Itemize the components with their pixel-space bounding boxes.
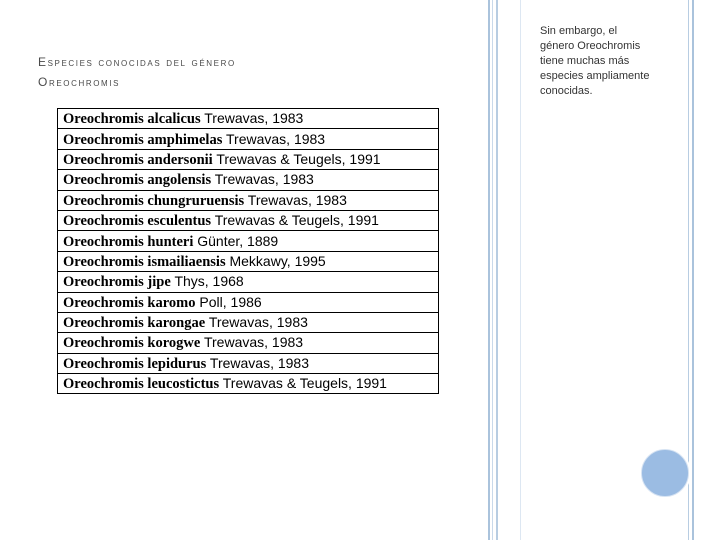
species-name: Oreochromis jipe [63,274,171,291]
decorative-stripe [692,0,694,540]
species-name: Oreochromis alcalicus [63,111,201,128]
species-cell [58,272,439,292]
species-author: Trewavas, 1983 [208,314,308,331]
species-author: Poll, 1986 [199,293,262,310]
species-cell [58,210,439,230]
species-name: Oreochromis korogwe [63,335,201,352]
species-name: Oreochromis lepidurus [63,355,207,372]
table-row [58,129,439,149]
species-name: Oreochromis ismailiaensis [63,253,226,270]
title-line-2-initial: O [38,75,49,89]
species-author: Günter, 1889 [197,232,279,249]
species-author: Trewavas, 1983 [214,171,314,188]
species-author: Trewavas & Teugels, 1991 [222,375,387,392]
title-line-2 [38,72,458,92]
table-row [58,272,439,292]
slide-title [38,52,458,92]
decorative-stripe [488,0,490,540]
species-author: Trewavas, 1983 [203,334,304,351]
species-cell [58,149,439,169]
species-cell [58,333,439,353]
side-note: Sin embargo, el género Oreochromis tiene muchas más especies ampliamente conocidas. [540,25,650,97]
species-author: Trewavas & Teugels, 1991 [214,212,379,229]
table-row [58,210,439,230]
species-name: Oreochromis andersonii [63,151,213,168]
decorative-stripe [496,0,498,540]
table-row [58,353,439,373]
species-cell [58,190,439,210]
species-name: Oreochromis hunteri [63,233,194,250]
species-cell [58,231,439,251]
species-name: Oreochromis karongae [63,315,206,332]
table-row [58,292,439,312]
table-row [58,190,439,210]
species-name: Oreochromis esculentus [63,213,212,230]
species-author: Thys, 1968 [174,273,244,290]
species-name: Oreochromis chungruruensis [63,192,245,209]
table-row [58,149,439,169]
decorative-stripe [520,0,521,540]
table-row [58,374,439,394]
title-line-1-initial: E [38,55,48,69]
title-line-2-rest: reochromis [48,75,121,89]
species-cell [58,353,439,373]
table-row [58,312,439,332]
species-name: Oreochromis amphimelas [63,131,223,148]
species-author: Trewavas, 1983 [209,354,309,371]
table-row [58,170,439,190]
species-name: Oreochromis angolensis [63,172,212,189]
species-cell [58,374,439,394]
species-author: Trewavas, 1983 [247,191,347,208]
species-cell [58,312,439,332]
table-row [58,333,439,353]
species-cell [58,109,439,129]
table-row [58,231,439,251]
species-table [57,108,439,394]
species-author: Mekkawy, 1995 [229,252,326,269]
title-line-1 [38,52,458,72]
decorative-stripe [688,0,689,540]
title-line-1-rest: species conocidas del género [47,55,236,69]
table-row [58,109,439,129]
species-name: Oreochromis leucostictus [63,376,220,393]
species-author: Trewavas, 1983 [226,130,326,147]
species-cell [58,170,439,190]
species-author: Trewavas & Teugels, 1991 [216,150,381,167]
species-cell [58,292,439,312]
species-name: Oreochromis karomo [63,294,196,311]
species-author: Trewavas, 1983 [204,110,304,127]
species-cell [58,129,439,149]
decorative-stripe [492,0,493,540]
species-cell [58,251,439,271]
table-row [58,251,439,271]
decorative-circle [641,449,689,497]
